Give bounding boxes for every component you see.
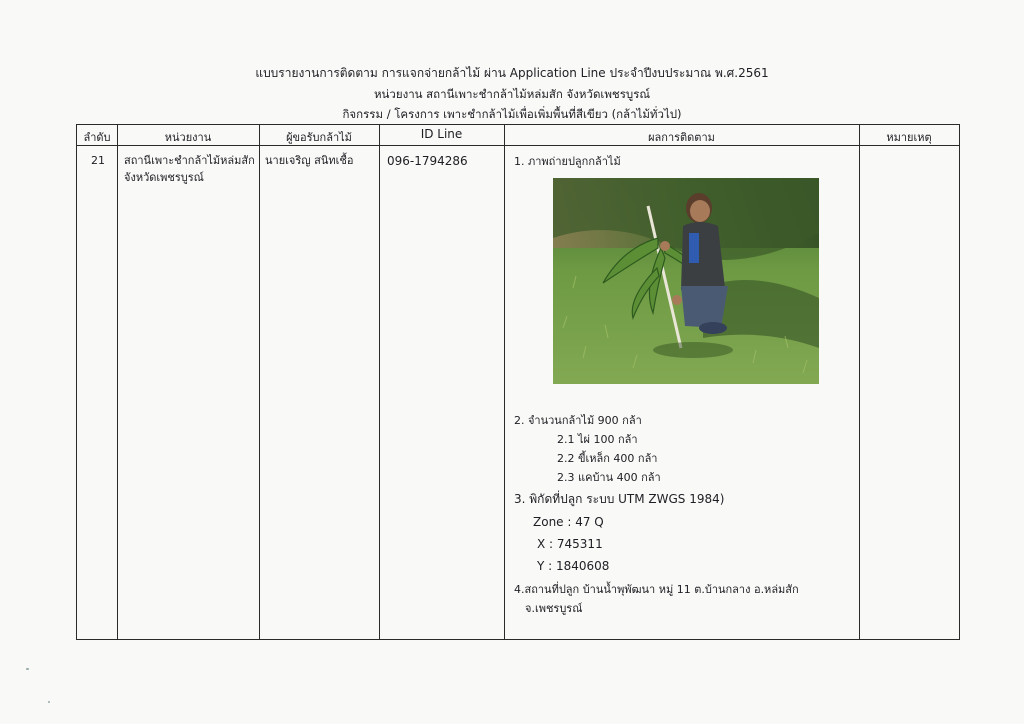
column-header-agency: หน่วยงาน — [164, 131, 212, 144]
photo-heading: 1. ภาพถ่ายปลูกกล้าไม้ — [514, 155, 621, 168]
row-agency-line2: จังหวัดเพชรบูรณ์ — [124, 171, 204, 184]
planting-photo — [553, 178, 819, 384]
report-agency: หน่วยงาน สถานีเพาะชำกล้าไม้หล่มสัก จังหวัดเพชรบูรณ์ — [373, 87, 651, 101]
column-header-result: ผลการติดตาม — [648, 131, 715, 144]
utm-x: X : 745311 — [537, 537, 603, 551]
column-divider — [259, 125, 260, 639]
row-id-line: 096-1794286 — [387, 154, 468, 168]
row-number: 21 — [91, 154, 105, 167]
location-line2: จ.เพชรบูรณ์ — [525, 602, 583, 615]
column-header-recipient: ผู้ขอรับกล้าไม้ — [286, 131, 352, 144]
report-activity: กิจกรรม / โครงการ เพาะชำกล้าไม้เพื่อเพิ่มพื้นที่สีเขียว (กล้าไม้ทั่วไป) — [342, 107, 682, 121]
scan-speck — [26, 668, 29, 670]
report-title: แบบรายงานการติดตาม การแจกจ่ายกล้าไม้ ผ่าน Application Line ประจำปีงบประมาณ พ.ศ.2561 — [255, 66, 769, 80]
row-agency-line1: สถานีเพาะชำกล้าไม้หล่มสัก — [124, 154, 255, 167]
column-divider — [504, 125, 505, 639]
column-divider — [117, 125, 118, 639]
utm-y: Y : 1840608 — [537, 559, 610, 573]
column-header-remark: หมายเหตุ — [886, 131, 932, 144]
column-header-id-line: ID Line — [420, 127, 463, 141]
tracking-table — [76, 124, 960, 640]
location-line1: 4.สถานที่ปลูก บ้านน้ำพุพัฒนา หมู่ 11 ต.บ้านกลาง อ.หล่มสัก — [514, 583, 799, 596]
seedling-item: 2.1 ไผ่ 100 กล้า — [557, 433, 638, 446]
scan-speck — [48, 701, 50, 703]
seedling-item: 2.3 แคบ้าน 400 กล้า — [557, 471, 661, 484]
column-header-no: ลำดับ — [83, 131, 111, 144]
seedling-item: 2.2 ขี้เหล็ก 400 กล้า — [557, 452, 658, 465]
column-divider — [859, 125, 860, 639]
planting-photo-image — [553, 178, 819, 384]
column-divider — [379, 125, 380, 639]
seedling-count: 2. จำนวนกล้าไม้ 900 กล้า — [514, 414, 642, 427]
utm-zone: Zone : 47 Q — [533, 515, 604, 529]
row-recipient: นายเจริญ สนิทเชื้อ — [265, 154, 354, 167]
coordinates-heading: 3. พิกัดที่ปลูก ระบบ UTM ZWGS 1984) — [514, 492, 725, 506]
